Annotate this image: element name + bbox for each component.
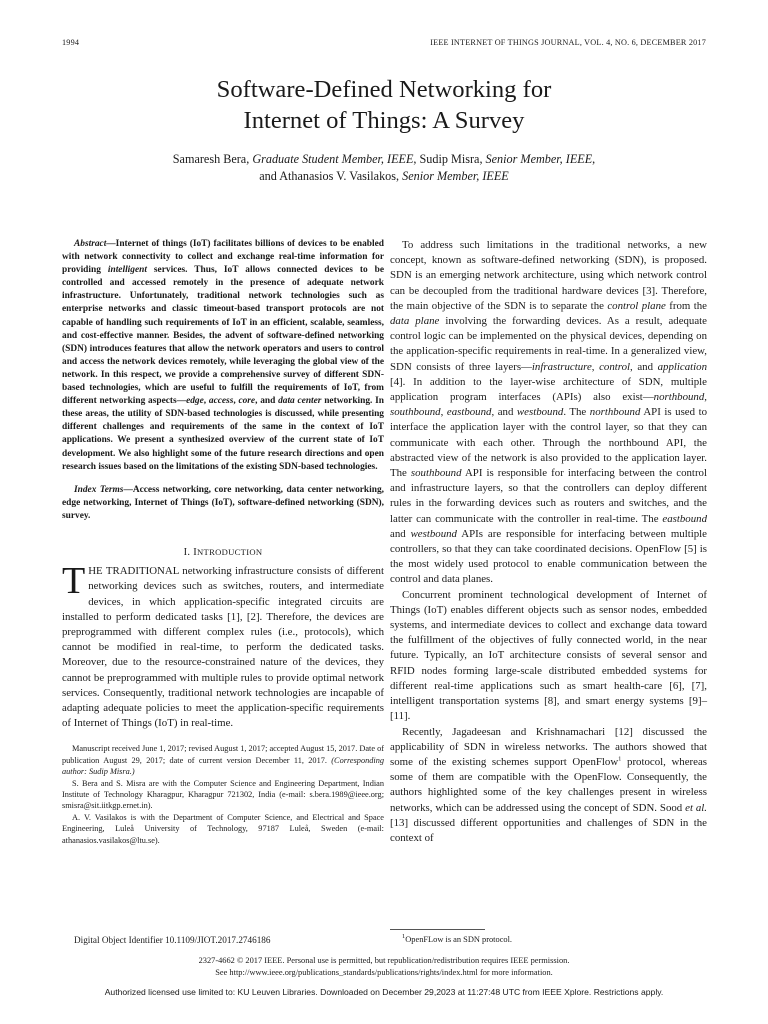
title-line-2: Internet of Things: A Survey xyxy=(243,107,525,134)
author-line-1: Samaresh Bera, Graduate Student Member, IEEE, Sudip Misra, Senior Member, IEEE, xyxy=(172,152,596,166)
footnote-affiliation-1: S. Bera and S. Misra are with the Computer Science and Engineering Department, Indian Institute of Technology Kharagpur, Kharagpur 721302, India (e-mail: s.bera.1989@ieee.org; smisra@sit.iitkgp.ernet.in). xyxy=(62,778,384,811)
copyright-line-1: 2327-4662 © 2017 IEEE. Personal use is permitted, but republication/redistribution requires IEEE permission. xyxy=(198,956,570,965)
abstract: Abstract—Internet of things (IoT) facilitates billions of devices to be enabled with network connectivity to collect and exchange real-time information for providing intelligent services. Thus, IoT allows connected devices to be controlled and accessed remotely in the presence of adequate network infrastructure. Unfortunately, traditional network technologies such as enterprise networks and classic timeout-based transport protocols are not capable of handling such requirements of IoT in an efficient, scalable, seamless, and cost-effective manner. Besides, the advent of software-defined networking (SDN) introduces features that allow the network operators and users to control and access the network devices remotely, while leveraging the global view of the network. In this respect, we provide a comprehensive survey of different SDN-based technologies, which are useful to fulfill the requirements of IoT, from different networking aspects—edge, access, core, and data center networking. In these areas, the utility of SDN-based technologies is discussed, while presenting different challenges and requirements of the same in the context of IoT applications. We present a synthesized overview of the current state of IoT development. We also highlight some of the future research directions and open research issues based on the limitations of the existing SDN-based technologies. xyxy=(62,239,385,472)
footnote-openflow: $^1$OpenFLow is an SDN protocol. xyxy=(402,933,513,944)
page-number: 1994 xyxy=(62,38,80,47)
author-bera: Samaresh Bera, xyxy=(172,152,253,166)
author-line-2 xyxy=(0,168,768,185)
author-vasilakos: and Athanasios V. Vasilakos, xyxy=(259,169,403,183)
index-terms-label: Index Terms xyxy=(74,484,124,495)
right-paragraph-3: Recently, Jagadeesan and Krishnamachari [12] discussed the applicability of SDN in wireless networks. The authors showed that some of the existing schemes support OpenFlow$^1$ protocol, whereas some of them are compatible with the OpenFlow. Consequently, the authors highlighted some of the key challenges present in wireless networks, which can be addressed using the concept of SDN. Sood et al. [13] discussed different opportunities and challenges of SDN in the context of xyxy=(390,725,707,844)
section-heading-introduction: I. INTRODUCTION xyxy=(183,546,263,558)
author-vasilakos-role: Senior Member, IEEE xyxy=(402,169,509,183)
footnote-marker: 1 xyxy=(618,755,622,763)
license-notice: Authorized licensed use limited to: KU Leuven Libraries. Downloaded on December 29,2023 at 11:27:48 UTC from IEEE Xplore. Restrictions apply. xyxy=(104,987,664,997)
copyright-line-2: See http://www.ieee.org/publications_standards/publications/rights/index.html for more information. xyxy=(215,968,553,977)
title-line-1: Software-Defined Networking for xyxy=(216,76,552,103)
index-terms: Index Terms—Access networking, core networking, data center networking, edge networking, Internet of Things (IoT), software-defined networking (SDN), survey. xyxy=(62,484,384,521)
doi: Digital Object Identifier 10.1109/JIOT.2017.2746186 xyxy=(74,935,271,945)
intro-paragraph-1: THE TRADITIONAL networking infrastructure consists of different networking devices such as switches, routers, and intermediate devices, in which application-specific integrated circuits are installed to perform dedicated tasks [1], [2]. Therefore, the devices are preprogrammed with different complex rules (i.e., protocols), which cannot be modified in real-time, to perform the dedicated tasks. Moreover, due to the resource-constrained nature of the devices, they cannot be preprogrammed with multiple rules to provide optimal network services. Consequently, traditional network technologies are incapable of adapting adequate policies to meet the application-specific requirements of Internet of Things (IoT) in real-time. xyxy=(62,560,384,730)
drop-cap: T xyxy=(62,560,86,603)
left-column xyxy=(62,238,384,846)
right-column xyxy=(390,238,707,846)
paper-title xyxy=(0,74,768,136)
right-paragraph-2: Concurrent prominent technological development of Internet of Things (IoT) enables different objects such as sensor nodes, embedded systems, and intermediate devices to collect and exchange data toward the fulfillment of the objectives of fully connected world, in the near future. Typically, an IoT architecture consists of several sensor and RFID nodes forming large-scale distributed embedded systems for different real-time applications such as smart health-care [6], [7], intelligent transportation systems [8], and smart energy systems [9]–[11]. xyxy=(390,588,707,723)
footnote-rule xyxy=(390,929,485,930)
abstract-label: Abstract xyxy=(74,239,107,249)
journal-header: IEEE INTERNET OF THINGS JOURNAL, VOL. 4, NO. 6, DECEMBER 2017 xyxy=(430,38,706,47)
copyright-notice xyxy=(0,955,768,979)
footnote-affiliation-2: A. V. Vasilakos is with the Department of Computer Science, and Electrical and Space Engineering, Luleå University of Technology, 97187 Luleå, Sweden (e-mail: athanasios.vasilakos@ltu.se). xyxy=(62,812,384,845)
footnote-manuscript: Manuscript received June 1, 2017; revised August 1, 2017; accepted August 15, 2017. Date of publication August 29, 2017; date of current version December 11, 2017. (Corresponding author: Sudip Misra.) xyxy=(62,744,384,777)
right-paragraph-1: To address such limitations in the traditional networks, a new concept, known as software-defined networking (SDN), is proposed. SDN is an emerging network architecture, using which network control can be decoupled from the traditional hardware devices [3]. Therefore, the main objective of the SDN is to separate the control plane from the data plane involving the forwarding devices. As a result, adequate control logic can be implemented on the physical devices, depending on the application-specific requirements in real-time. In a generalized view, SDN consists of three layers—infrastructure, control, and application [4]. In addition to the layer-wise architecture of SDN, multiple application program interfaces (APIs) also exist—northbound, southbound, eastbound, and westbound. The northbound API is used to interface the application layer with the control layer, so that they can communicate with each other. Through the northbound API, the abstracted view of the network is also provided to the application layer. The southbound API is responsible for interfacing between the control and infrastructure layers, so that the controllers can deploy different rules in the forwarding devices such as routers and switches, and the latter can communicate with the controller in real-time. The eastbound and westbound APIs are responsible for interfacing between multiple controllers, so that they can take coordinated decisions. OpenFlow [5] is the most widely used protocol to enable communication between the control and data planes. xyxy=(390,239,708,586)
author-list xyxy=(0,151,768,185)
author-misra-role: Senior Member, IEEE xyxy=(485,152,593,166)
author-bera-role: Graduate Student Member, IEEE xyxy=(252,152,414,166)
author-misra: , Sudip Misra, xyxy=(413,152,486,166)
